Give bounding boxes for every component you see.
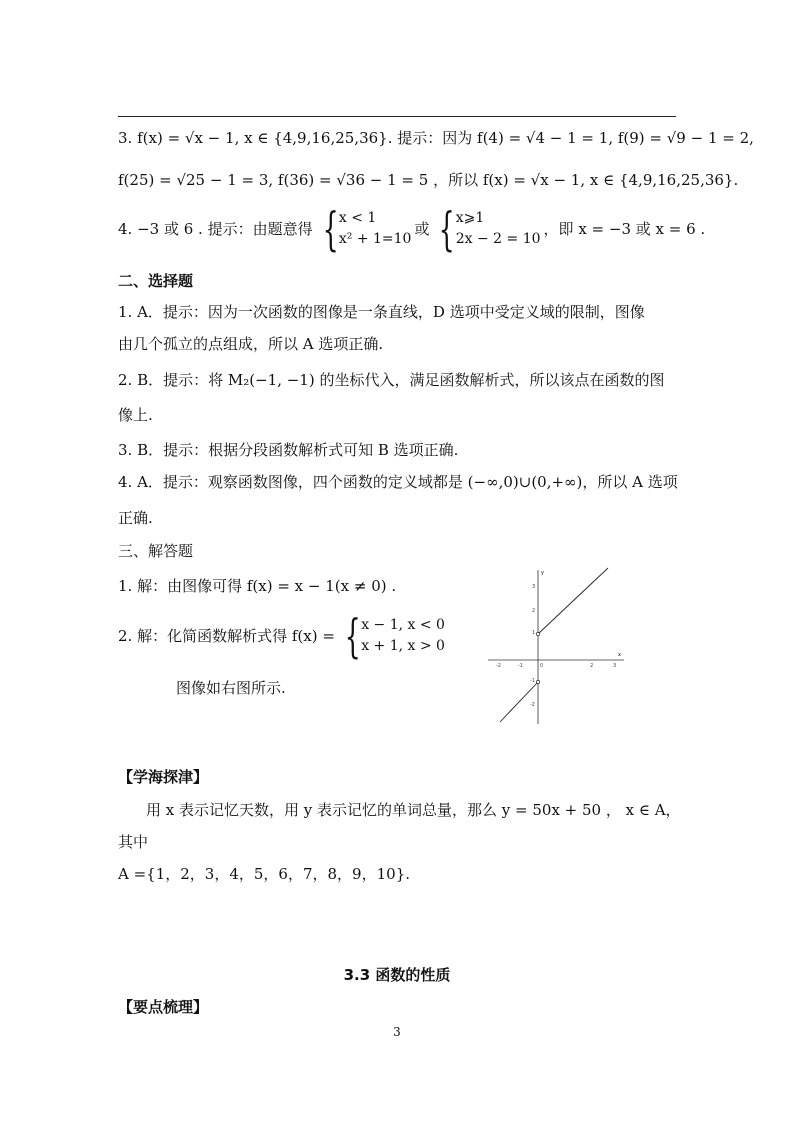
- page-number: 3: [393, 1025, 401, 1039]
- x-axis-label: x: [618, 652, 621, 658]
- system-2-eq-2: 2x − 2 = 10: [455, 231, 541, 247]
- section-key-points-heading: 【要点梳理】: [118, 998, 209, 1016]
- x-tick-label: -2: [496, 663, 501, 669]
- choice-1-line-2: 由几个孤立的点组成，所以 A 选项正确.: [118, 335, 384, 353]
- xuehai-para-line-2: 其中: [118, 833, 149, 851]
- section-xuehai-heading: 【学海探津】: [118, 768, 209, 786]
- section-choice-heading: 二、选择题: [118, 272, 194, 290]
- y-tick-label: 3: [532, 584, 536, 590]
- choice-2-line-2: 像上.: [118, 406, 153, 424]
- solution-2-prefix: 2. 解：化简函数解析式得 f(x) =: [118, 627, 335, 645]
- x-tick-label: 0: [540, 663, 544, 669]
- piecewise-case-1: x − 1, x < 0: [361, 617, 445, 633]
- system-2-eq-1: x⩾1: [455, 210, 485, 226]
- answer-3-line-2: f(25) = √25 − 1 = 3, f(36) = √36 − 1 = 5 ，所以 f(x) = √x − 1, x ∈ {4,9,16,25,36}.: [118, 171, 739, 189]
- system-1-eq-1: x < 1: [338, 210, 377, 226]
- choice-1-line-1: 1. A．提示：因为一次函数的图像是一条直线，D 选项中受定义域的限制，图像: [118, 303, 645, 321]
- solution-1: 1. 解：由图像可得 f(x) = x − 1(x ≠ 0) .: [118, 577, 397, 595]
- system-2: [432, 202, 541, 256]
- solution-2-note: 图像如右图所示.: [176, 679, 286, 697]
- graph-branch-right: [538, 568, 608, 634]
- y-axis-label: y: [541, 570, 544, 576]
- choice-3: 3. B．提示：根据分段函数解析式可知 B 选项正确.: [118, 441, 459, 459]
- brace-left: {: [322, 202, 339, 256]
- y-tick-label: 1: [532, 630, 536, 636]
- system-1-eq-2: x² + 1=10: [338, 231, 412, 247]
- xuehai-para-line-3: A ={1，2，3，4，5，6，7，8，9，10}.: [118, 865, 411, 883]
- choice-4-line-1: 4. A．提示：观察函数图像，四个函数的定义域都是 (−∞,0)∪(0,+∞)，所以 A 选项: [118, 473, 678, 491]
- solution-2: [118, 609, 448, 663]
- x-tick-label: -1: [518, 663, 523, 669]
- open-point-upper: [536, 632, 539, 635]
- open-point-lower: [536, 680, 539, 683]
- section-title: 3.3 函数的性质: [343, 966, 451, 984]
- or-text: 或: [414, 220, 430, 238]
- brace-left: {: [439, 202, 456, 256]
- choice-2-line-1: 2. B．提示：将 M₂(−1, −1) 的坐标代入，满足函数解析式，所以该点在函数的图: [118, 371, 665, 389]
- y-tick-label: 2: [532, 608, 536, 614]
- brace-left: {: [344, 609, 361, 663]
- function-graph: [478, 566, 628, 726]
- xuehai-para-line-1: 用 x 表示记忆天数，用 y 表示记忆的单词总量，那么 y = 50x + 50 ， x ∈ A，: [146, 801, 681, 819]
- piecewise-system: [338, 609, 445, 663]
- answer-3-line-1: 3. f(x) = √x − 1, x ∈ {4,9,16,25,36}. 提示：因为 f(4) = √4 − 1 = 1, f(9) = √9 − 1 = 2,: [118, 129, 754, 147]
- choice-4-line-2: 正确.: [118, 509, 153, 527]
- header-rule: [118, 116, 676, 117]
- x-tick-label: 2: [590, 663, 594, 669]
- y-tick-label: -1: [530, 678, 535, 684]
- piecewise-case-2: x + 1, x > 0: [361, 638, 445, 654]
- answer-4-suffix: ，即 x = −3 或 x = 6 .: [543, 220, 706, 238]
- answer-4-prefix: 4. −3 或 6 . 提示：由题意得: [118, 220, 313, 238]
- section-solution-heading: 三、解答题: [118, 542, 194, 560]
- system-1: [316, 202, 412, 256]
- x-tick-label: 3: [613, 663, 617, 669]
- y-tick-label: -2: [530, 702, 535, 708]
- answer-4: [118, 202, 706, 256]
